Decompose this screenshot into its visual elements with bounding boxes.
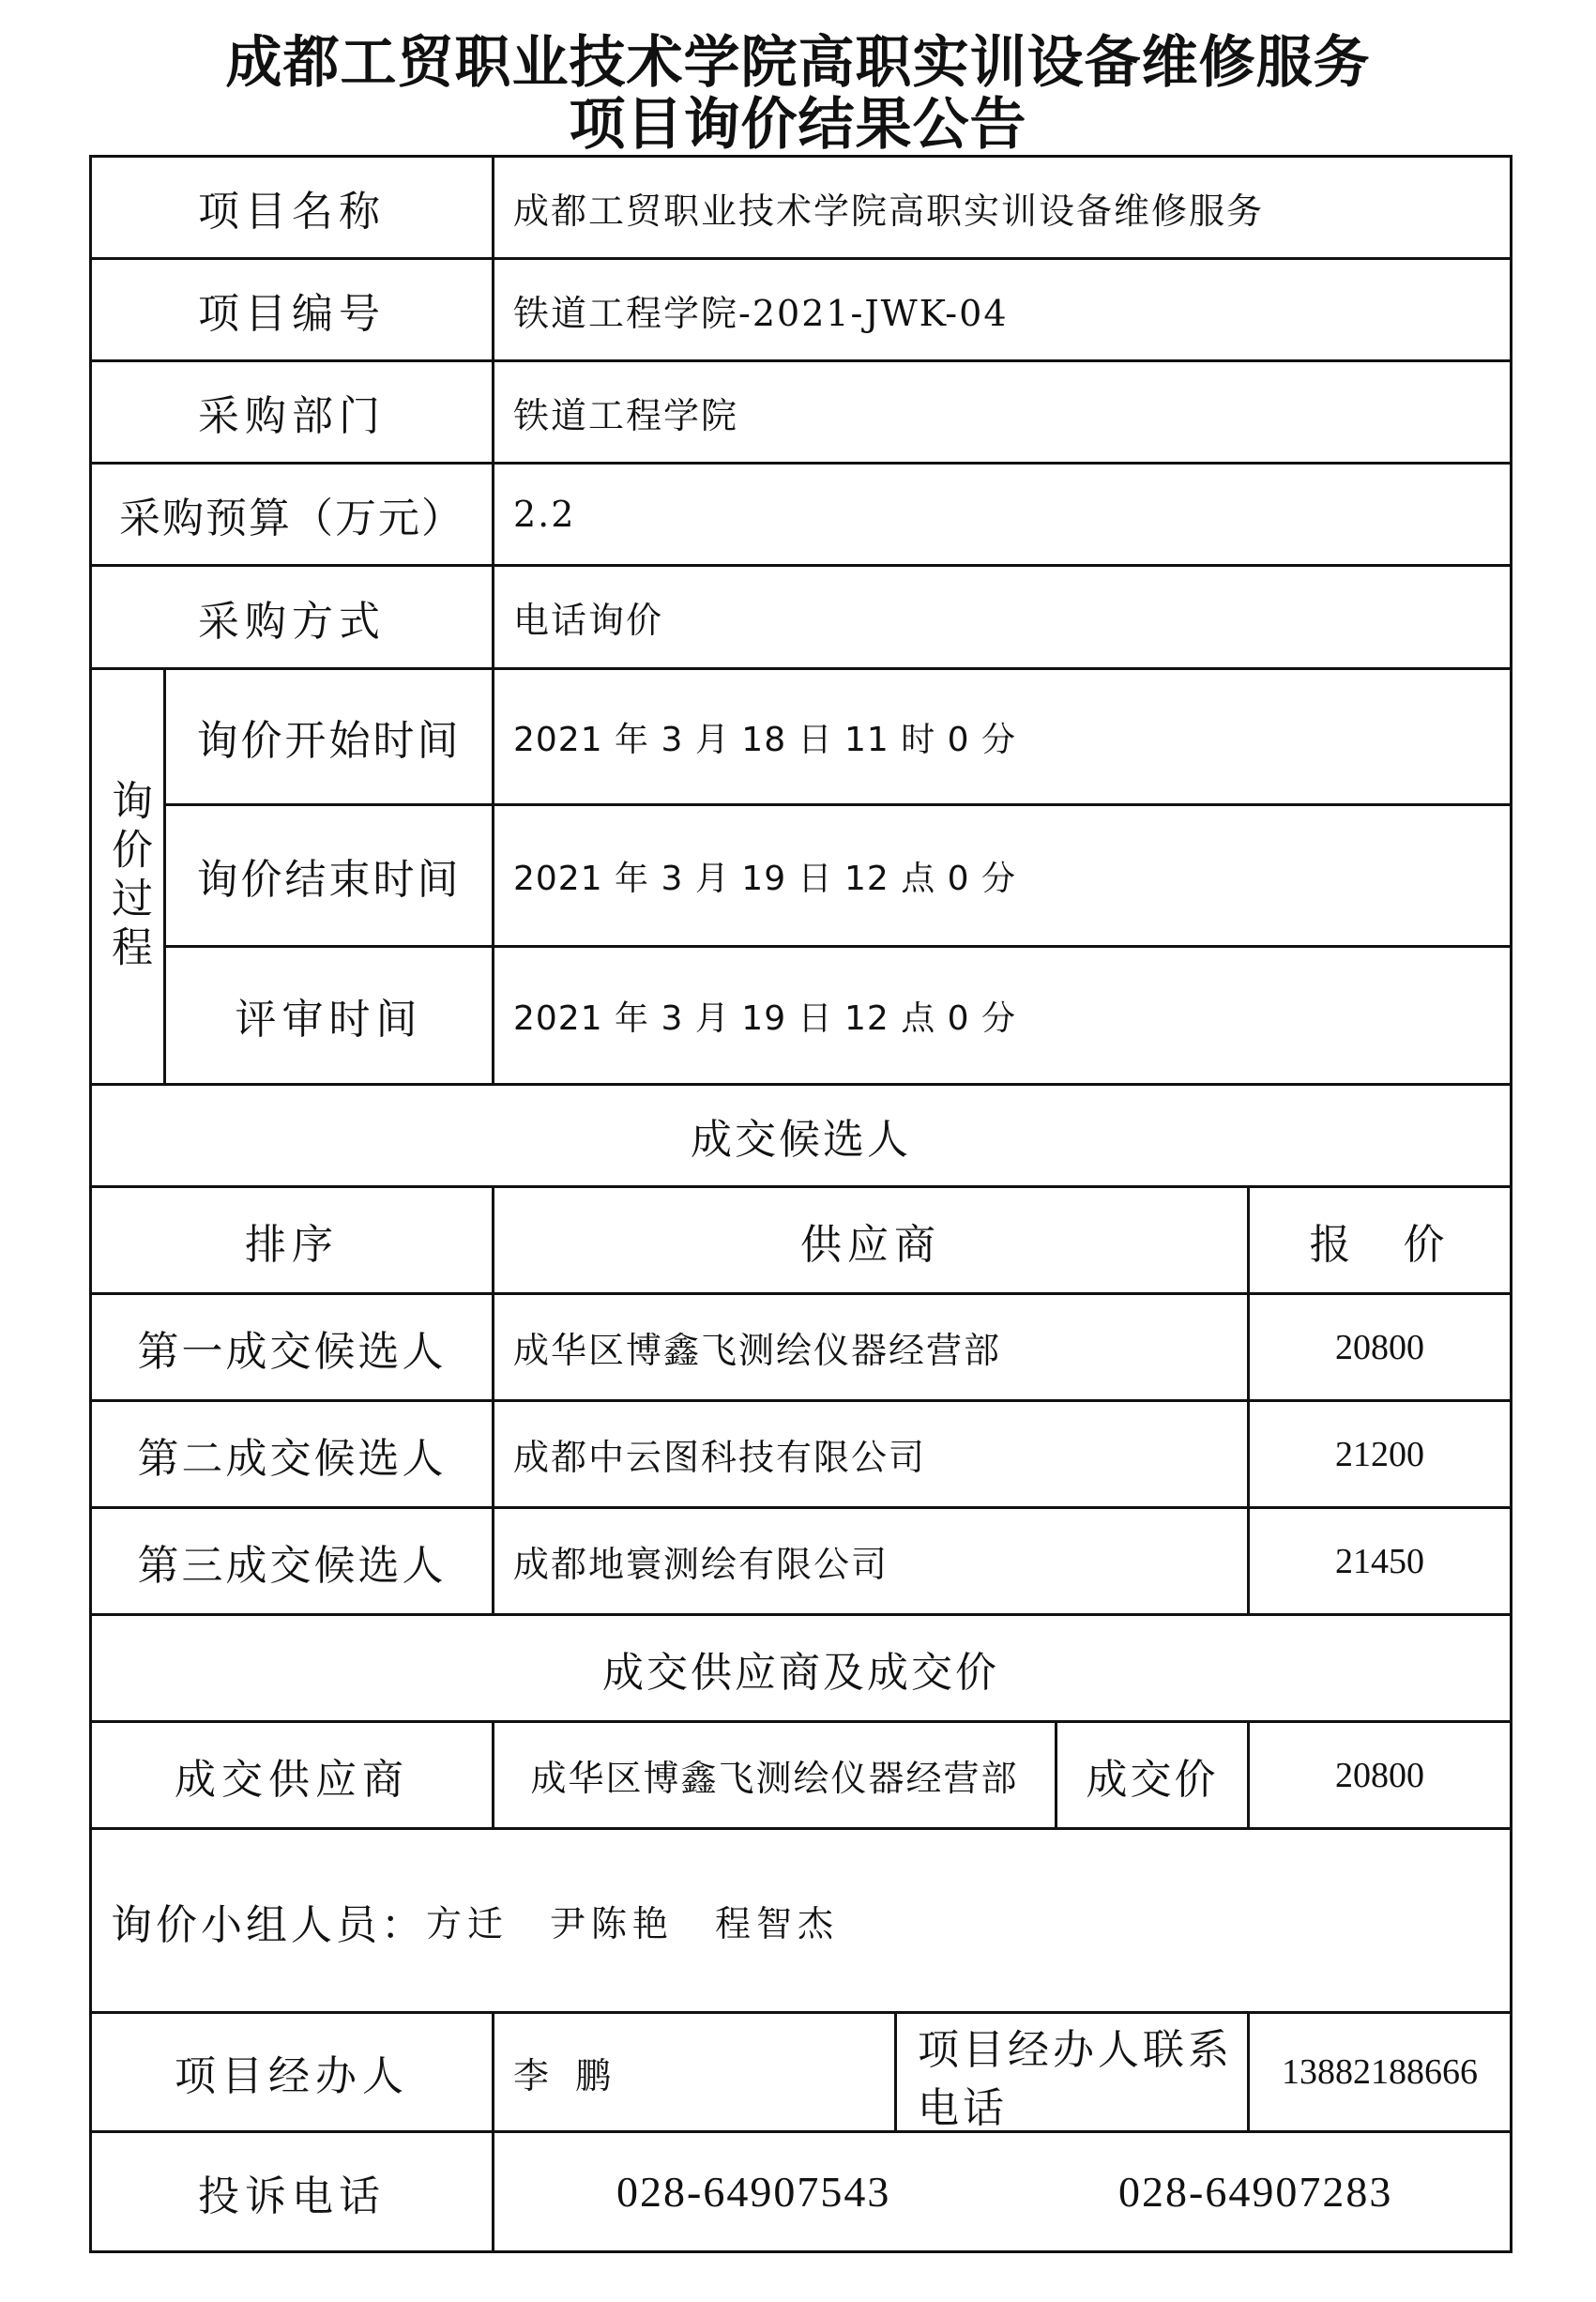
panel-members-names: 方迁 尹陈艳 程智杰 — [426, 1903, 840, 1944]
handler-phone-label: 项目经办人联系电话 — [894, 2011, 1250, 2133]
deal-price-value: 20800 — [1247, 1720, 1512, 1830]
candidate-2-rank: 第二成交候选人 — [89, 1399, 494, 1509]
candidate-2-supplier: 成都中云图科技有限公司 — [492, 1399, 1250, 1509]
candidate-1-price: 20800 — [1247, 1292, 1512, 1402]
project-code-label: 项目编号 — [89, 257, 494, 362]
project-code-value: 铁道工程学院-2021-JWK-04 — [492, 257, 1512, 362]
procurement-dept-value: 铁道工程学院 — [492, 359, 1512, 465]
procurement-dept-label: 采购部门 — [89, 359, 494, 465]
inquiry-end-label: 询价结束时间 — [163, 803, 494, 948]
budget-value: 2.2 — [492, 462, 1512, 567]
review-time-label: 评审时间 — [163, 945, 494, 1086]
review-time-value: 2021 年 3 月 19 日 12 点 0 分 — [492, 945, 1512, 1086]
inquiry-end-value: 2021 年 3 月 19 日 12 点 0 分 — [492, 803, 1512, 948]
procurement-method-value: 电话询价 — [492, 564, 1512, 670]
deal-section-title: 成交供应商及成交价 — [89, 1613, 1512, 1723]
complaint-label: 投诉电话 — [89, 2130, 494, 2253]
panel-members-label: 询价小组人员： — [111, 1900, 426, 1949]
budget-label: 采购预算（万元） — [89, 462, 494, 567]
candidate-1-rank: 第一成交候选人 — [89, 1292, 494, 1402]
project-name-value: 成都工贸职业技术学院高职实训设备维修服务 — [492, 155, 1512, 260]
candidate-3-price: 21450 — [1247, 1506, 1512, 1616]
procurement-method-label: 采购方式 — [89, 564, 494, 670]
candidates-section-title: 成交候选人 — [89, 1083, 1512, 1188]
candidate-3-rank: 第三成交候选人 — [89, 1506, 494, 1616]
candidates-header-supplier: 供应商 — [492, 1185, 1250, 1295]
candidates-header-rank: 排序 — [89, 1185, 494, 1295]
candidate-2-price: 21200 — [1247, 1399, 1512, 1509]
handler-phone-value: 13882188666 — [1247, 2011, 1512, 2133]
inquiry-process-label: 询价过程 — [89, 667, 166, 1086]
handler-label: 项目经办人 — [89, 2011, 494, 2133]
announcement-title-line2: 项目询价结果公告 — [569, 92, 1027, 158]
project-name-label: 项目名称 — [89, 155, 494, 260]
complaint-phone-2: 028-64907283 — [1118, 2168, 1393, 2216]
deal-supplier-label: 成交供应商 — [89, 1720, 494, 1830]
deal-price-label: 成交价 — [1055, 1720, 1250, 1830]
candidates-header-price: 报 价 — [1247, 1185, 1512, 1295]
complaint-phone-1: 028-64907543 — [616, 2168, 891, 2216]
candidate-1-supplier: 成华区博鑫飞测绘仪器经营部 — [492, 1292, 1250, 1402]
deal-supplier-value: 成华区博鑫飞测绘仪器经营部 — [492, 1720, 1057, 1830]
inquiry-start-value: 2021 年 3 月 18 日 11 时 0 分 — [492, 667, 1512, 806]
inquiry-start-label: 询价开始时间 — [163, 667, 494, 806]
announcement-title-line1: 成都工贸职业技术学院高职实训设备维修服务 — [225, 30, 1371, 96]
complaint-phones — [492, 2130, 1512, 2253]
handler-name: 李 鹏 — [492, 2011, 897, 2133]
candidate-3-supplier: 成都地寰测绘有限公司 — [492, 1506, 1250, 1616]
panel-members-row — [89, 1827, 1512, 2014]
